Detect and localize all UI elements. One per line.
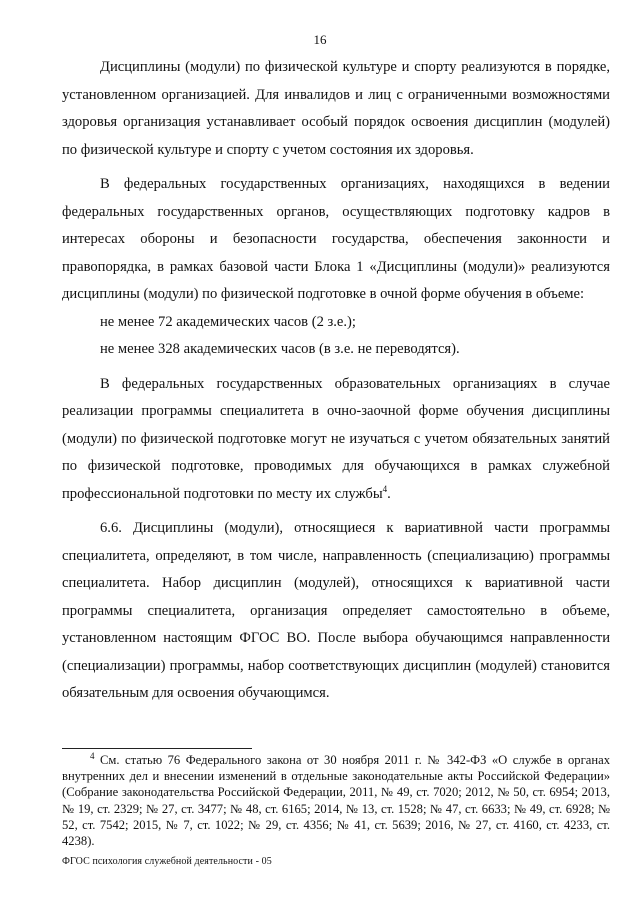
list-item-328-hours: не менее 328 академических часов (в з.е. не переводятся). <box>100 341 460 357</box>
page-footer: ФГОС психология служебной деятельности - 05 <box>62 856 272 867</box>
footnote <box>62 752 610 849</box>
paragraph-text: В федеральных государственных образовательных организациях в случае реализации программы специалитета в очно-заочной форме обучения дисциплины (модули) по физической подготовке могут не изучаться с учетом обязательных занятий по физической подготовке, проводимых для обучающихся в рамках служебной профессиональной подготовки по месту их службы <box>62 375 610 502</box>
paragraph-variative-part: 6.6. Дисциплины (модули), относящиеся к вариативной части программы специалитета, определяют, в том числе, направленность (специализацию) программы специалитета. Набор дисциплин (модулей), относящихся к вариативной части программы специалитета, организация определяет самостоятельно в объеме, установленном настоящим ФГОС ВО. После выбора обучающимся направленности (специализации) программы, набор соответствующих дисциплин (модулей) становится обязательным для освоения обучающимся. <box>62 520 610 701</box>
footnote-text: См. статью 76 Федерального закона от 30 ноября 2011 г. № 342-ФЗ «О службе в органах внутренних дел и внесении изменений в отдельные законодательные акты Российской Федерации» (Собрание законодательства Российской Федерации, 2011, № 49, ст. 7020; 2012, № 50, ст. 6954; 2013, № 19, ст. 2329; № 27, ст. 3477; № 48, ст. 6165; 2014, № 13, ст. 1528; № 47, ст. 6633; № 49, ст. 6928; № 52, ст. 7542; 2015, № 7, ст. 1022; № 29, ст. 4356; № 41, ст. 5639; 2016, № 27, ст. 4160, ст. 4233, ст. 4238). <box>62 753 610 849</box>
footnote-marker: 4 <box>90 750 95 761</box>
page-number: 16 <box>313 32 327 47</box>
paragraph-federal-organizations: В федеральных государственных организациях, находящихся в ведении федеральных государственных органов, осуществляющих подготовку кадров в интересах обороны и безопасности государства, обеспечения законности и правопорядка, в рамках базовой части Блока 1 «Дисциплины (модули)» реализуются дисциплины (модули) по физической подготовке в очной форме обучения в объеме: <box>62 176 610 302</box>
document-body <box>62 54 610 715</box>
paragraph-part-time-education: В федеральных государственных образовательных организациях в случае реализации программы специалитета в очно-заочной форме обучения дисциплины (модули) по физической подготовке могут не изучаться с учетом обязательных занятий по физической подготовке, проводимых для обучающихся в рамках служебной профессиональной подготовки по месту их службы$^4$. <box>62 375 610 502</box>
footnote-reference[interactable]: 4 <box>382 483 388 494</box>
paragraph-physical-culture: Дисциплины (модули) по физической культуре и спорту реализуются в порядке, установленном организацией. Для инвалидов и лиц с ограниченными возможностями здоровья организация устанавливает особый порядок освоения дисциплин (модулей) по физической культуре и спорту с учетом состояния их здоровья. <box>62 59 610 158</box>
footnote-divider <box>62 748 252 749</box>
list-item-72-hours: не менее 72 академических часов (2 з.е.); <box>100 313 356 330</box>
